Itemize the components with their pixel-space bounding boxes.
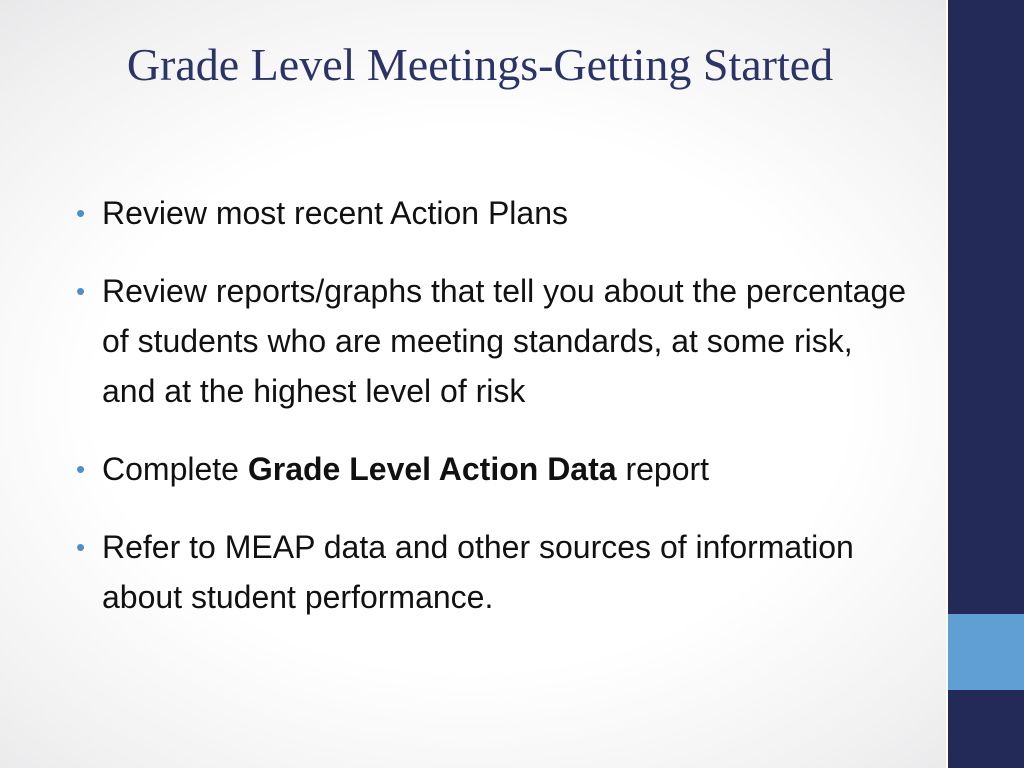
bullet-icon: • — [76, 276, 86, 306]
bullet-text-suffix: report — [616, 451, 710, 487]
accent-block — [948, 614, 1024, 690]
bullet-text — [102, 444, 914, 494]
bullet-item-2 — [74, 266, 914, 416]
bullet-item-4 — [74, 522, 914, 622]
bullet-item-1 — [74, 188, 914, 238]
bullet-icon: • — [76, 454, 86, 484]
slide-title: Grade Level Meetings-Getting Started — [126, 39, 834, 90]
bullet-icon: • — [76, 532, 86, 562]
bullet-list — [74, 188, 914, 650]
bullet-text: Review most recent Action Plans — [102, 195, 568, 231]
bullet-text: Review reports/graphs that tell you about the percentage of students who are meeting standards, at some risk, and at the highest level of risk — [102, 273, 907, 409]
bullet-text-prefix: Complete — [102, 451, 248, 487]
bullet-text: Refer to MEAP data and other sources of information about student performance. — [102, 529, 854, 615]
bullet-icon: • — [76, 198, 86, 228]
bullet-item-3 — [74, 444, 914, 494]
bullet-text-bold: Grade Level Action Data — [247, 451, 617, 487]
